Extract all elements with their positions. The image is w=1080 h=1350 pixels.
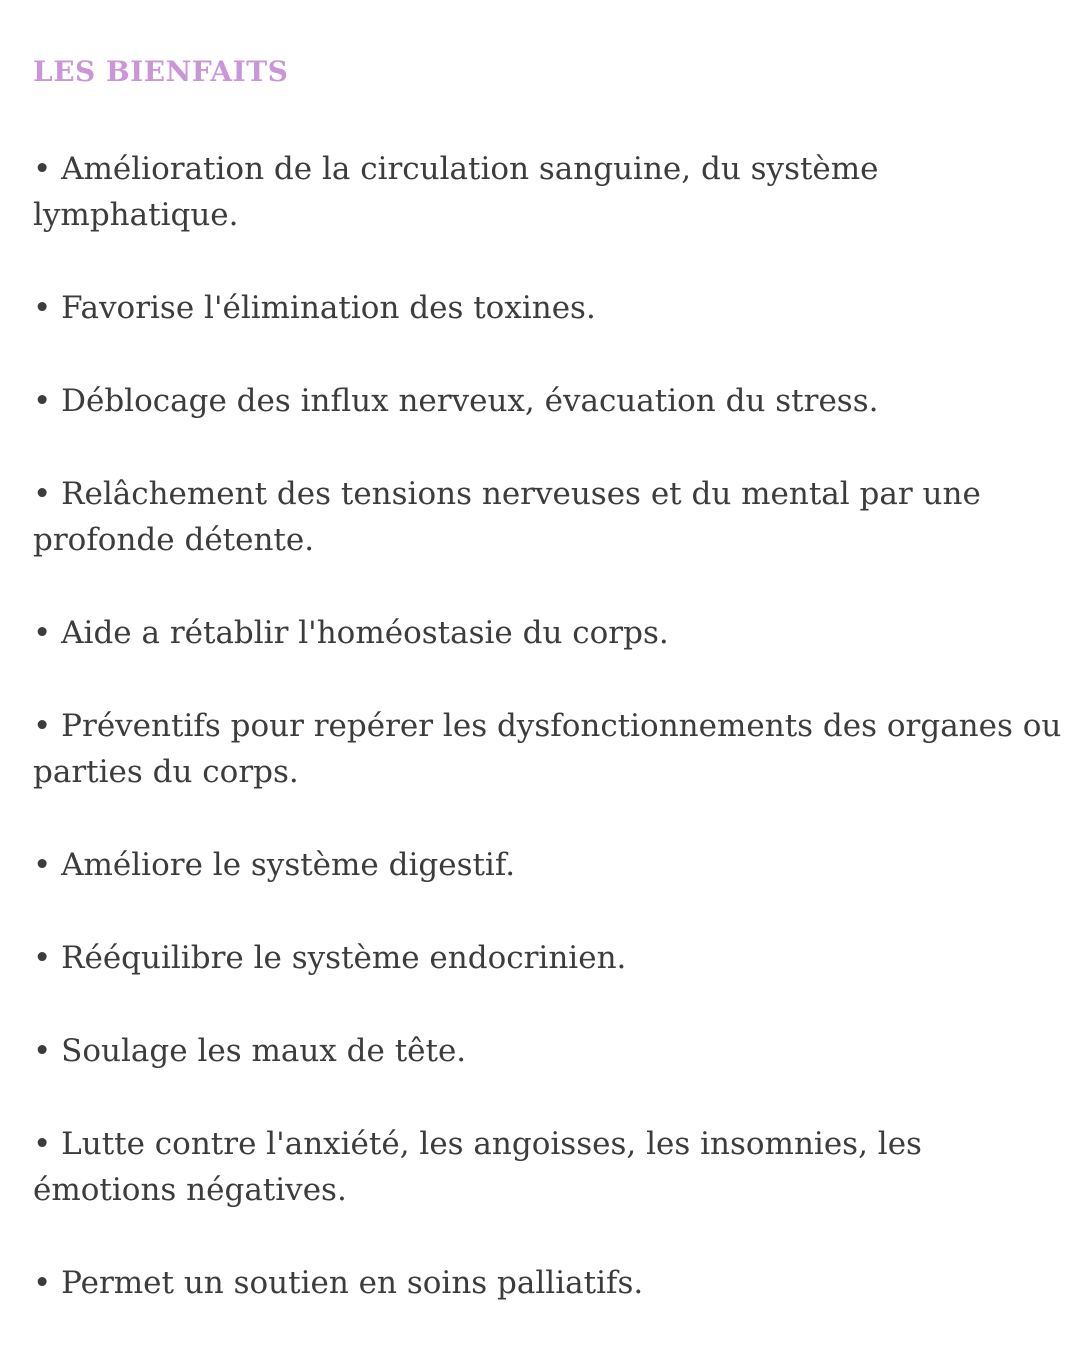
benefit-item-endocrinien: • Rééquilibre le système endocrinien. [33, 940, 627, 976]
benefit-item-homeostasie: • Aide a rétablir l'homéostasie du corps. [33, 615, 669, 651]
benefit-item-influx-nerveux: • Déblocage des influx nerveux, évacuation du stress. [33, 383, 879, 419]
page-title: LES BIENFAITS [33, 55, 289, 88]
benefit-item-soins-palliatifs: • Permet un soutien en soins palliatifs. [33, 1265, 644, 1301]
benefit-item-relachement: • Relâchement des tensions nerveuses et du mental par une profonde détente. [33, 476, 981, 558]
benefit-item-digestif: • Améliore le système digestif. [33, 847, 516, 883]
benefit-item-circulation: • Amélioration de la circulation sanguine, du système lymphatique. [33, 151, 879, 233]
benefit-item-maux-de-tete: • Soulage les maux de tête. [33, 1033, 467, 1069]
benefit-item-toxines: • Favorise l'élimination des toxines. [33, 290, 596, 326]
benefit-item-anxiete: • Lutte contre l'anxiété, les angoisses, les insomnies, les émotions négatives. [33, 1126, 922, 1208]
benefit-item-preventifs: • Préventifs pour repérer les dysfonctionnements des organes ou parties du corps. [33, 708, 1062, 790]
